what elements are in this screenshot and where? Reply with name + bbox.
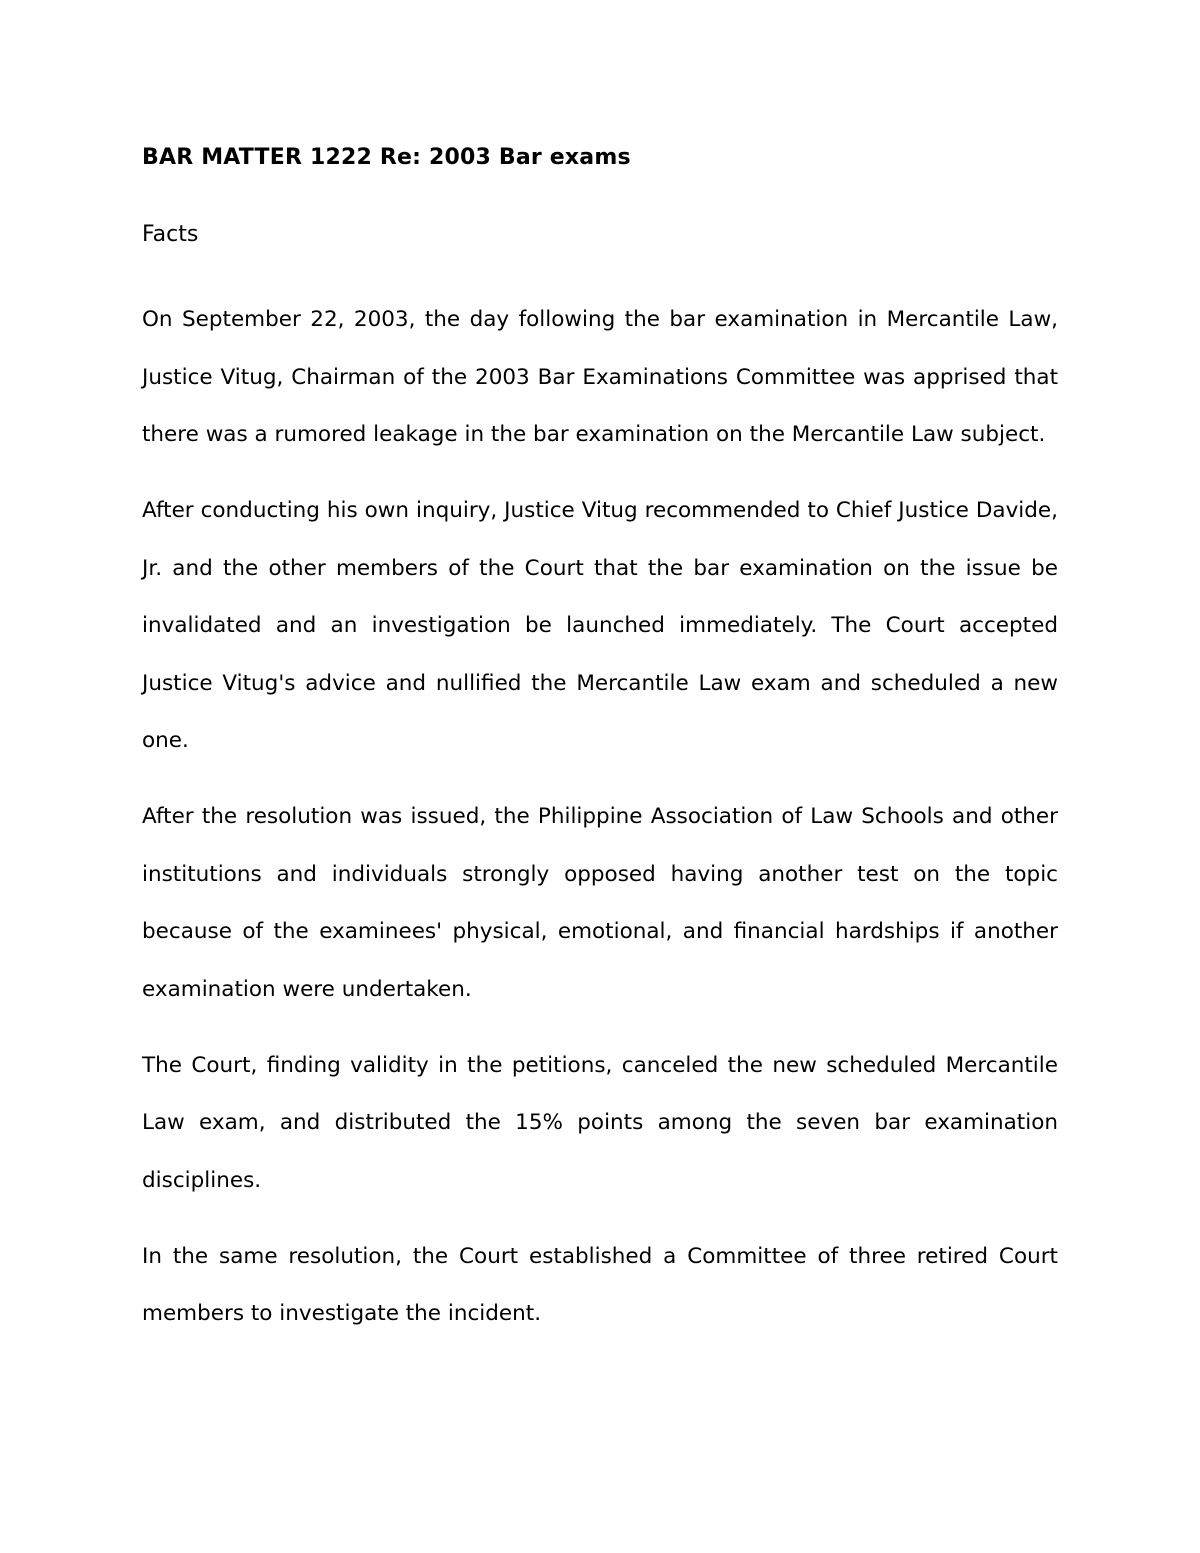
paragraph-4: The Court, finding validity in the petitions, canceled the new scheduled Mercantile Law exam, and distributed the 15% points among the seven bar examination disciplines.	[142, 1052, 1058, 1193]
document-title: BAR MATTER 1222 Re: 2003 Bar exams	[142, 145, 631, 170]
paragraph-1: On September 22, 2003, the day following the bar examination in Mercantile Law, Justice Vitug, Chairman of the 2003 Bar Examinations Committee was apprised that there was a rumored leakage in the bar examination on the Mercantile Law subject.	[142, 307, 1058, 447]
paragraph-3: After the resolution was issued, the Philippine Association of Law Schools and other institutions and individuals strongly opposed having another test on the topic because of the examinees' physical, emotional, and financial hardships if another examination were undertaken.	[142, 804, 1058, 1002]
paragraph-2: After conducting his own inquiry, Justice Vitug recommended to Chief Justice Davide, Jr. and the other members of the Court that the bar examination on the issue be invalidated and an investigation be launched immediately. The Court accepted Justice Vitug's advice and nullified the Mercantile Law exam and scheduled a new one.	[142, 498, 1058, 753]
paragraph-5: In the same resolution, the Court established a Committee of three retired Court members to investigate the incident.	[142, 1243, 1058, 1326]
section-heading-facts: Facts	[142, 222, 199, 247]
document-page	[142, 140, 1058, 1343]
